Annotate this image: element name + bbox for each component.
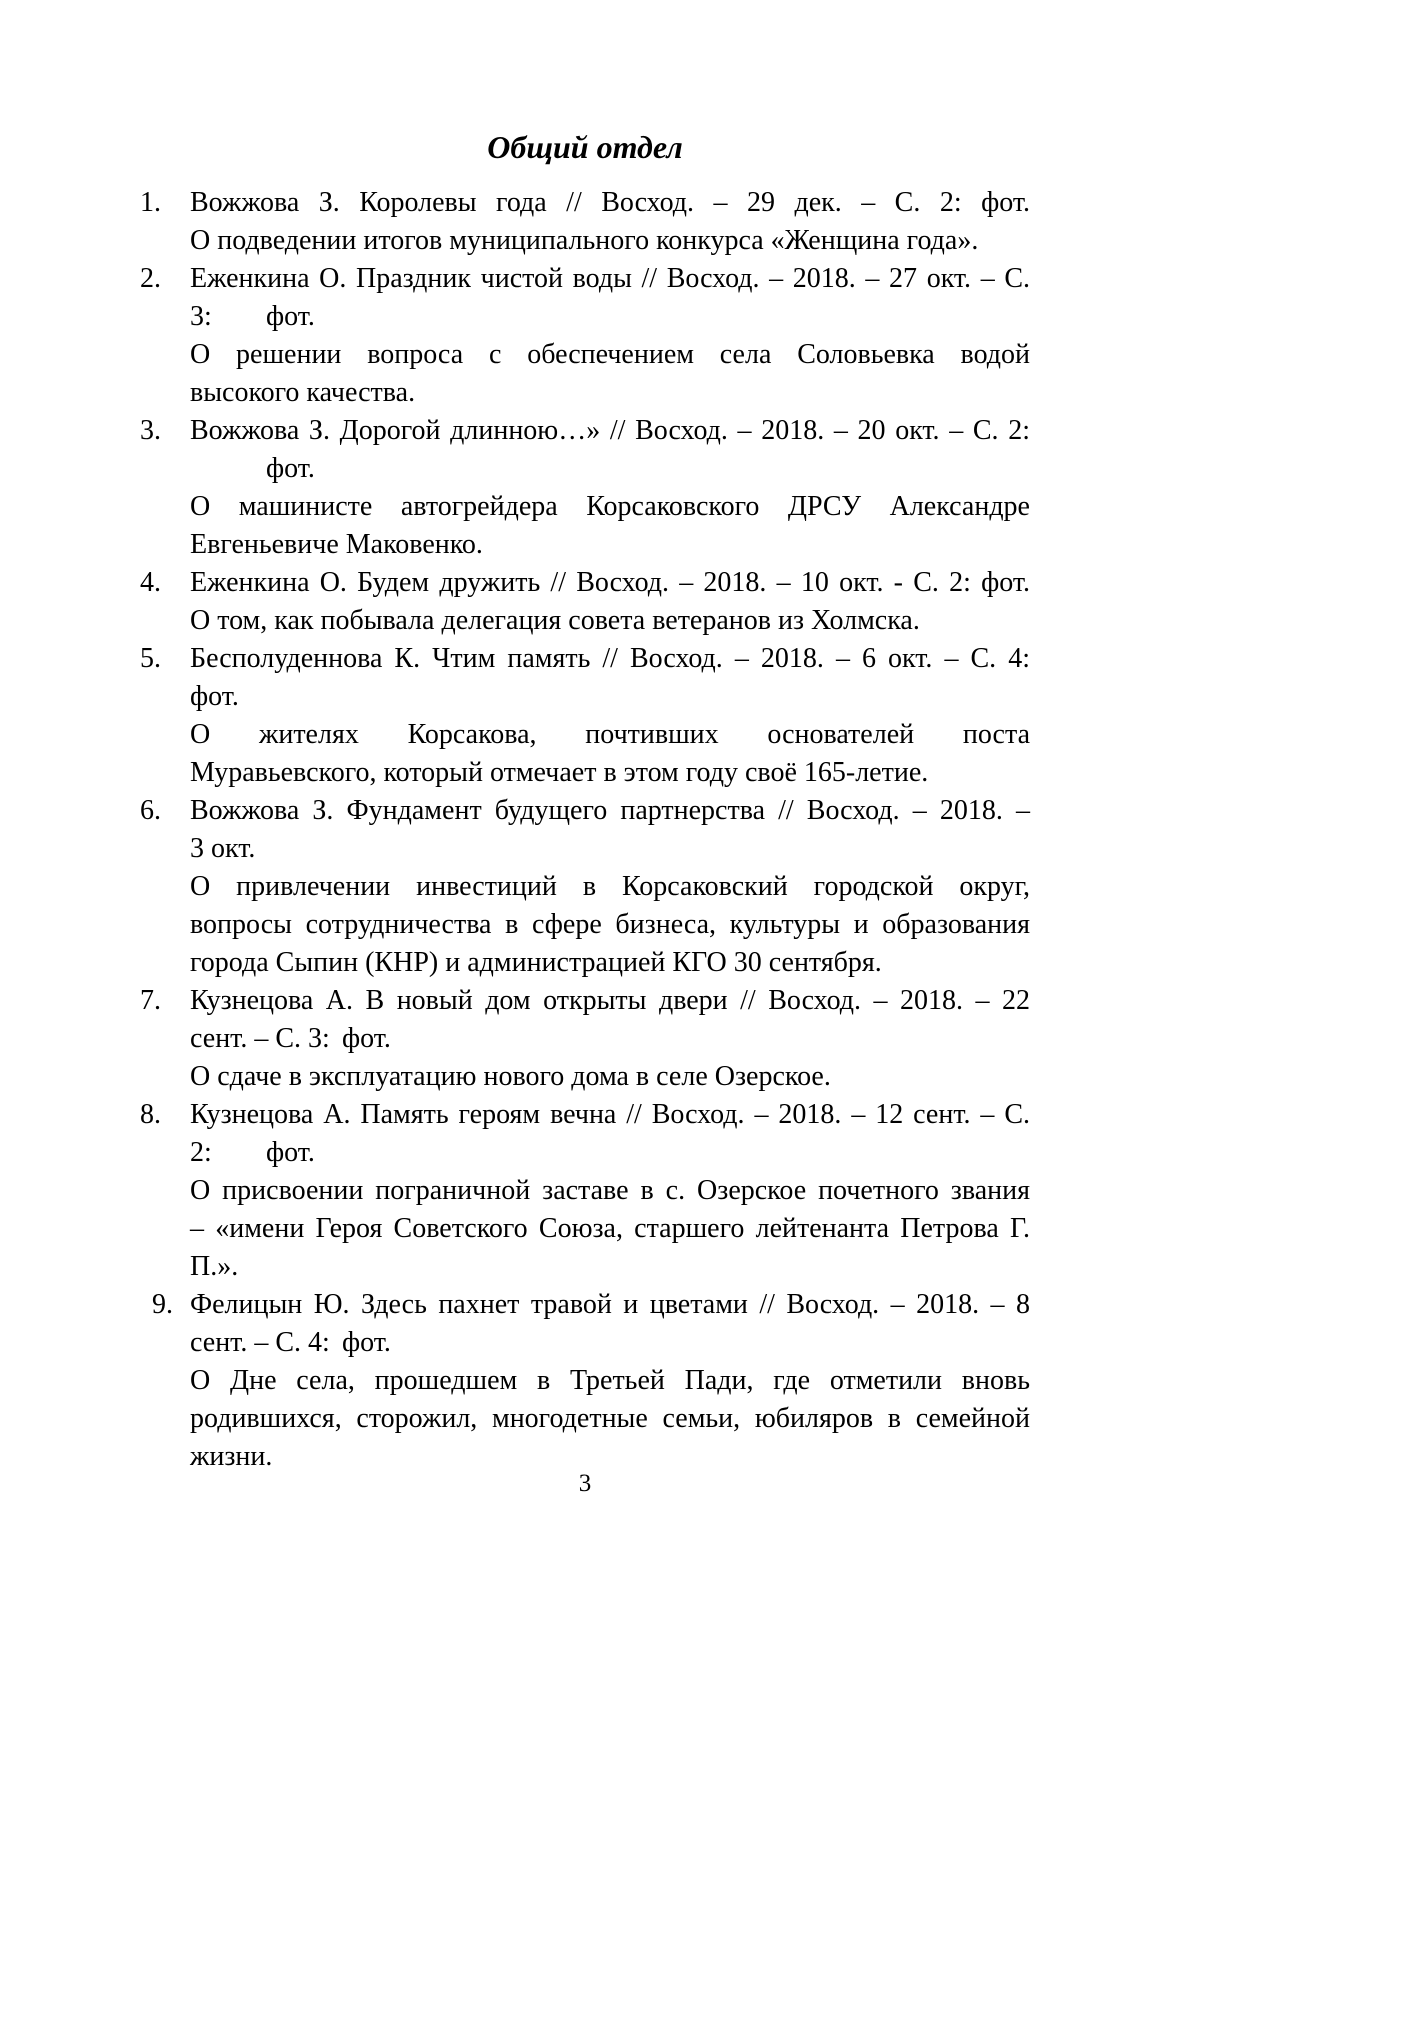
bibliography-list xyxy=(140,184,1030,1476)
annotation-line: О машинисте автогрейдера Корсаковского ДРСУ Александре xyxy=(190,491,1030,522)
citation-line: 2: фот. xyxy=(190,1137,315,1168)
bibliography-entry-2 xyxy=(140,260,1030,412)
annotation-line: высокого качества. xyxy=(190,377,416,408)
entry-number: 3. xyxy=(140,415,161,446)
entry-number: 5. xyxy=(140,643,161,674)
entry-number: 1. xyxy=(140,187,161,218)
bibliography-entry-8 xyxy=(140,1096,1030,1286)
annotation-line: Евгеньевиче Маковенко. xyxy=(190,529,483,560)
bibliography-entry-4 xyxy=(140,564,1030,640)
annotation-line: вопросы сотрудничества в сфере бизнеса, культуры и образования xyxy=(190,909,1030,940)
annotation-line: О подведении итогов муниципального конкурса «Женщина года». xyxy=(190,225,979,256)
citation-line: фот. xyxy=(190,681,239,712)
bibliography-entry-9 xyxy=(140,1286,1030,1476)
citation-line: фот. xyxy=(190,453,315,484)
entry-number: 9. xyxy=(152,1289,173,1320)
annotation-line: О том, как побывала делегация совета ветеранов из Холмска. xyxy=(190,605,920,636)
citation-line: Бесполуденнова К. Чтим память // Восход. – 2018. – 6 окт. – С. 4: xyxy=(190,643,1030,674)
entry-number: 6. xyxy=(140,795,161,826)
annotation-line: Муравьевского, который отмечает в этом году своё 165-летие. xyxy=(190,757,929,788)
bibliography-entry-1 xyxy=(140,184,1030,260)
annotation-line: О присвоении пограничной заставе в с. Озерское почетного звания xyxy=(190,1175,1030,1206)
citation-line: Кузнецова А. Память героям вечна // Восход. – 2018. – 12 сент. – С. xyxy=(190,1099,1030,1130)
citation-line: 3 окт. xyxy=(190,833,256,864)
annotation-line: О привлечении инвестиций в Корсаковский городской округ, xyxy=(190,871,1030,902)
bibliography-entry-7 xyxy=(140,982,1030,1096)
annotation-line: О сдаче в эксплуатацию нового дома в селе Озерское. xyxy=(190,1061,831,1092)
bibliography-entry-3 xyxy=(140,412,1030,564)
annotation-line: родившихся, сторожил, многодетные семьи, юбиляров в семейной xyxy=(190,1403,1030,1434)
annotation-line: П.». xyxy=(190,1251,239,1282)
citation-line: сент. – С. 4: фот. xyxy=(190,1327,391,1358)
citation-line: сент. – С. 3: фот. xyxy=(190,1023,391,1054)
annotation-line: города Сыпин (КНР) и администрацией КГО 30 сентября. xyxy=(190,947,882,978)
citation-line: Вожжова З. Фундамент будущего партнерства // Восход. – 2018. – xyxy=(190,795,1030,826)
section-title: Общий отдел xyxy=(487,129,683,165)
citation-line: Кузнецова А. В новый дом открыты двери // Восход. – 2018. – 22 xyxy=(190,985,1030,1016)
entry-number: 4. xyxy=(140,567,161,598)
citation-line: Еженкина О. Будем дружить // Восход. – 2018. – 10 окт. - С. 2: фот. xyxy=(190,567,1030,598)
entry-number: 8. xyxy=(140,1099,161,1130)
annotation-line: О решении вопроса с обеспечением села Соловьевка водой xyxy=(190,339,1030,370)
annotation-line: О жителях Корсакова, почтивших основателей поста xyxy=(190,719,1030,750)
citation-line: Вожжова З. Дорогой длинною…» // Восход. – 2018. – 20 окт. – С. 2: xyxy=(190,415,1030,446)
citation-line: Еженкина О. Праздник чистой воды // Восход. – 2018. – 27 окт. – С. xyxy=(190,263,1030,294)
bibliography-entry-5 xyxy=(140,640,1030,792)
annotation-line: жизни. xyxy=(190,1441,273,1472)
annotation-line: – «имени Героя Советского Союза, старшего лейтенанта Петрова Г. xyxy=(190,1213,1030,1244)
citation-line: 3: фот. xyxy=(190,301,315,332)
entry-number: 2. xyxy=(140,263,161,294)
entry-number: 7. xyxy=(140,985,161,1016)
citation-line: Фелицын Ю. Здесь пахнет травой и цветами // Восход. – 2018. – 8 xyxy=(190,1289,1030,1320)
annotation-line: О Дне села, прошедшем в Третьей Пади, где отметили вновь xyxy=(190,1365,1030,1396)
citation-line: Вожжова З. Королевы года // Восход. – 29 дек. – С. 2: фот. xyxy=(190,187,1030,218)
bibliography-entry-6 xyxy=(140,792,1030,982)
page-number: 3 xyxy=(578,1470,592,1497)
document-content xyxy=(140,126,1030,1476)
